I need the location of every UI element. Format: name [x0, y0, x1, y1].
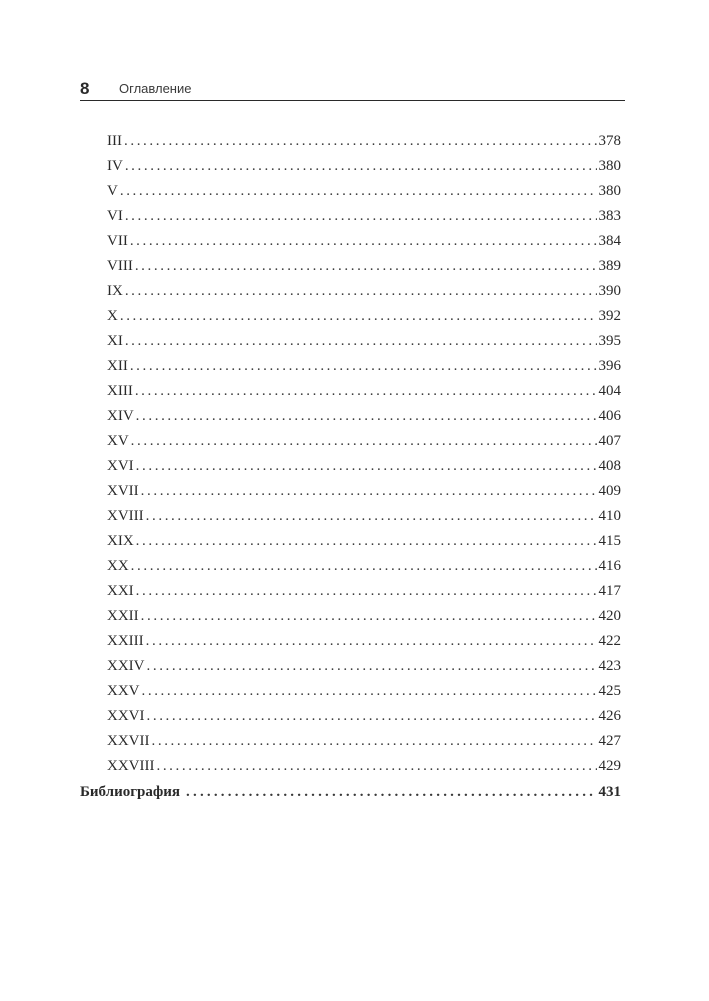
toc-entry-page: 423 — [598, 658, 621, 674]
dot-leader — [130, 232, 597, 250]
toc-entry-page: 422 — [598, 633, 621, 649]
toc-entry[interactable] — [107, 382, 621, 400]
dot-leader — [147, 657, 597, 675]
toc-entry-page: 426 — [598, 708, 621, 724]
toc-entry-bibliography[interactable] — [80, 783, 621, 801]
dot-leader — [136, 407, 597, 425]
toc-entry-label: V — [107, 183, 118, 199]
toc-entry-page: 417 — [598, 583, 621, 599]
toc-entry[interactable] — [107, 707, 621, 725]
toc-entry[interactable] — [107, 632, 621, 650]
toc-entry-page: 383 — [598, 208, 621, 224]
dot-leader — [142, 682, 597, 700]
toc-entry-page: 392 — [598, 308, 621, 324]
dot-leader — [125, 157, 597, 175]
toc-entry[interactable] — [107, 557, 621, 575]
dot-leader — [135, 382, 597, 400]
toc-entry-page: 416 — [598, 558, 621, 574]
toc-entry[interactable] — [107, 507, 621, 525]
toc-entry-page: 396 — [598, 358, 621, 374]
toc-entry-label: XVI — [107, 458, 134, 474]
toc-entry-page: 420 — [598, 608, 621, 624]
toc-entry[interactable] — [107, 457, 621, 475]
toc-entry-page: 408 — [598, 458, 621, 474]
dot-leader — [120, 307, 597, 325]
toc-entry[interactable] — [107, 482, 621, 500]
toc-entry-label: IX — [107, 283, 123, 299]
toc-entry-label: VIII — [107, 258, 133, 274]
toc-entry-label: X — [107, 308, 118, 324]
toc-entry-label: VI — [107, 208, 123, 224]
toc-entry-page: 395 — [598, 333, 621, 349]
toc-entry-label: XXVI — [107, 708, 145, 724]
toc-entry-page: 407 — [598, 433, 621, 449]
dot-leader — [136, 582, 597, 600]
toc-entry-page: 427 — [598, 733, 621, 749]
toc-entry[interactable] — [107, 682, 621, 700]
toc-entry[interactable] — [107, 357, 621, 375]
toc-entry[interactable] — [107, 157, 621, 175]
toc-entry-page: 406 — [598, 408, 621, 424]
toc-entry-label: XIX — [107, 533, 134, 549]
toc-entry[interactable] — [107, 282, 621, 300]
toc-entry-page: 415 — [598, 533, 621, 549]
dot-leader — [136, 457, 597, 475]
toc-entry-label: IV — [107, 158, 123, 174]
toc-entry-label: XIII — [107, 383, 133, 399]
toc-entry-page: 431 — [598, 784, 621, 800]
toc-entry[interactable] — [107, 732, 621, 750]
toc-entry-page: 380 — [598, 183, 621, 199]
page-header — [80, 78, 625, 101]
toc-entry[interactable] — [107, 332, 621, 350]
toc-entry-page: 380 — [598, 158, 621, 174]
toc-entry[interactable] — [107, 532, 621, 550]
dot-leader — [156, 757, 596, 775]
toc-entry[interactable] — [107, 657, 621, 675]
toc-entry-page: 378 — [598, 133, 621, 149]
toc-entry[interactable] — [107, 407, 621, 425]
dot-leader — [136, 532, 597, 550]
dot-leader — [186, 783, 592, 801]
toc-entry[interactable] — [107, 182, 621, 200]
toc-entry-label: XXIV — [107, 658, 145, 674]
toc-entry[interactable] — [107, 607, 621, 625]
dot-leader — [146, 632, 597, 650]
toc-entry-page: 404 — [598, 383, 621, 399]
toc-entry-label: XXV — [107, 683, 140, 699]
toc-entry-label: III — [107, 133, 122, 149]
toc-entry-label: XVIII — [107, 508, 144, 524]
toc-entry[interactable] — [107, 232, 621, 250]
toc-entry-label: VII — [107, 233, 128, 249]
dot-leader — [125, 282, 597, 300]
running-title: Оглавление — [119, 81, 192, 96]
toc-entry-page: 429 — [598, 758, 621, 774]
toc-entry-label: XXVIII — [107, 758, 155, 774]
dot-leader — [147, 707, 597, 725]
toc-entry-label: XIV — [107, 408, 134, 424]
toc-entry-label: XI — [107, 333, 123, 349]
dot-leader — [125, 332, 597, 350]
dot-leader — [130, 357, 597, 375]
toc-entry-label: XII — [107, 358, 128, 374]
toc-entry-page: 410 — [598, 508, 621, 524]
toc-entry-page: 409 — [598, 483, 621, 499]
dot-leader — [135, 257, 597, 275]
toc-entry-label: Библиография — [80, 784, 181, 800]
dot-leader — [131, 557, 597, 575]
dot-leader — [146, 507, 597, 525]
toc-entry-page: 425 — [598, 683, 621, 699]
page-number: 8 — [80, 79, 90, 98]
toc-entry-label: XXI — [107, 583, 134, 599]
dot-leader — [125, 207, 597, 225]
toc-entry-label: XV — [107, 433, 129, 449]
dot-leader — [141, 482, 597, 500]
toc-entry-label: XX — [107, 558, 129, 574]
toc-entry-label: XXII — [107, 608, 139, 624]
toc-entry[interactable] — [107, 307, 621, 325]
toc-entry[interactable] — [107, 207, 621, 225]
dot-leader — [124, 132, 597, 150]
toc-entry-label: XXIII — [107, 633, 144, 649]
toc-entry[interactable] — [107, 432, 621, 450]
toc-entry[interactable] — [107, 757, 621, 775]
toc-entry[interactable] — [107, 132, 621, 150]
toc-entry[interactable] — [107, 257, 621, 275]
toc-entry-page: 384 — [598, 233, 621, 249]
toc-entry-page: 389 — [598, 258, 621, 274]
toc-entry-label: XXVII — [107, 733, 150, 749]
toc-entry-label: XVII — [107, 483, 139, 499]
dot-leader — [152, 732, 597, 750]
dot-leader — [131, 432, 597, 450]
dot-leader — [141, 607, 597, 625]
dot-leader — [120, 182, 597, 200]
toc-entry[interactable] — [107, 582, 621, 600]
toc-entry-page: 390 — [598, 283, 621, 299]
